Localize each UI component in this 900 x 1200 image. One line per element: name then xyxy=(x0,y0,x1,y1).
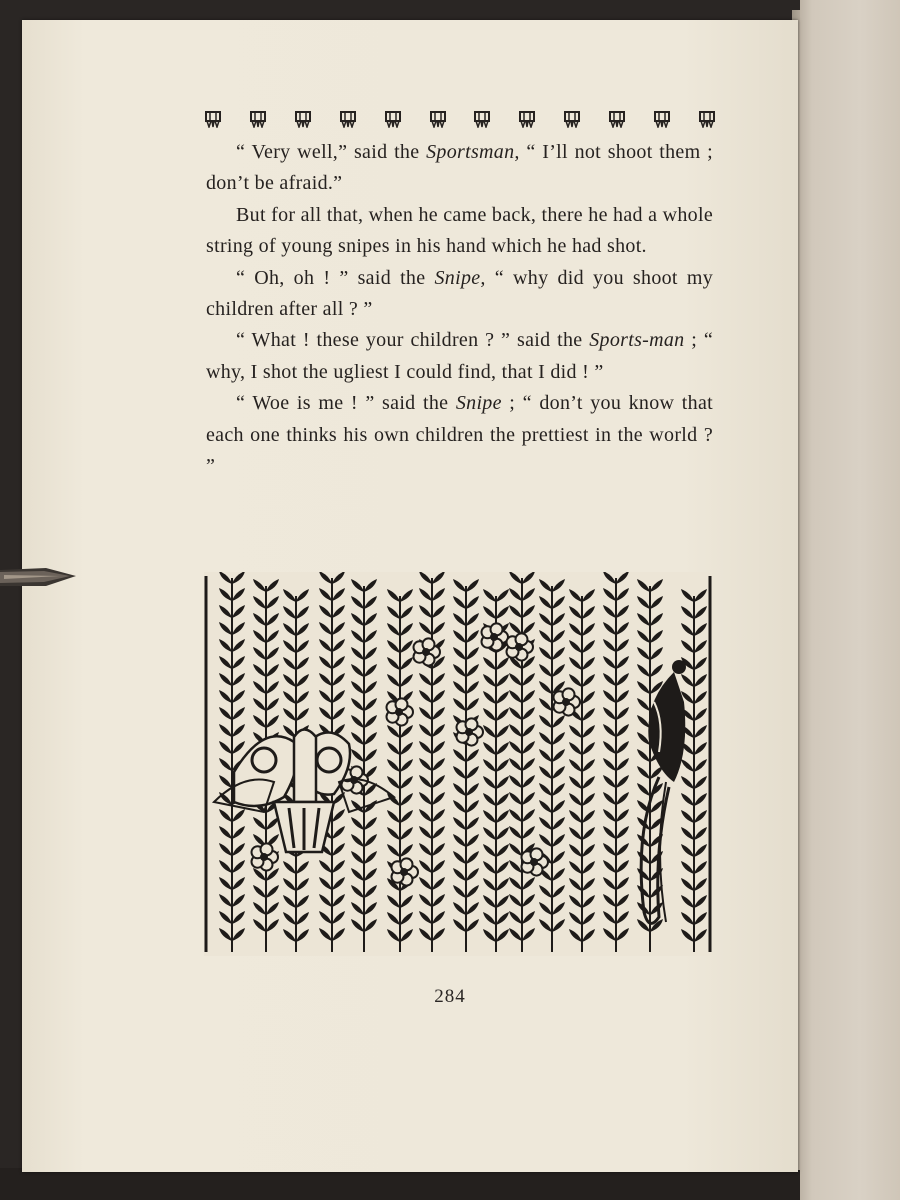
ornament-icon xyxy=(295,110,311,128)
book-cover-board xyxy=(800,0,900,1200)
character-name: Snipe xyxy=(455,392,502,415)
text-run: ; “ don’t you know that each one thinks his own children the prettiest in the world ? ” xyxy=(206,392,713,478)
paragraph xyxy=(206,263,713,326)
text-run: “ Woe is me ! ” said the xyxy=(236,392,456,415)
character-name: Snipe, xyxy=(434,266,486,289)
ornament-icon xyxy=(654,110,670,128)
body-text xyxy=(206,137,713,482)
ornament-icon xyxy=(340,110,356,128)
paragraph xyxy=(206,137,713,200)
text-run: “ Oh, oh ! ” said the xyxy=(236,266,435,289)
ornament-icon xyxy=(430,110,446,128)
ornament-icon xyxy=(474,110,490,128)
ornament-icon xyxy=(609,110,625,128)
character-name: Sportsman, xyxy=(426,141,520,163)
ornament-border xyxy=(205,108,715,130)
text-run: “ What ! these your children ? ” said the xyxy=(236,329,590,352)
paragraph xyxy=(206,200,713,263)
text-run: “ I’ll not shoot them ; don’t be afraid.” xyxy=(206,141,713,195)
table-surface xyxy=(0,1168,900,1200)
ornament-icon xyxy=(250,110,266,128)
paragraph xyxy=(206,388,713,482)
paragraph xyxy=(206,325,713,388)
text-run: “ why did you shoot my children after all ? ” xyxy=(206,266,713,321)
text-run: ; “ why, I shot the ugliest I could find, that I did ! ” xyxy=(206,329,713,383)
ornament-icon xyxy=(699,110,715,128)
ornament-icon xyxy=(564,110,580,128)
ornament-icon xyxy=(205,110,221,128)
text-run: “ Very well,” said the xyxy=(236,141,427,163)
character-name: Sports-man xyxy=(589,329,685,352)
woodcut-illustration xyxy=(204,572,712,956)
ornament-icon xyxy=(385,110,401,128)
bookmark-pen-icon xyxy=(0,556,80,600)
text-run: But for all that, when he came back, there he had a whole string of young snipes in his hand which he had shot. xyxy=(206,203,713,258)
ornament-icon xyxy=(519,110,535,128)
page-number: 284 xyxy=(434,986,466,1007)
